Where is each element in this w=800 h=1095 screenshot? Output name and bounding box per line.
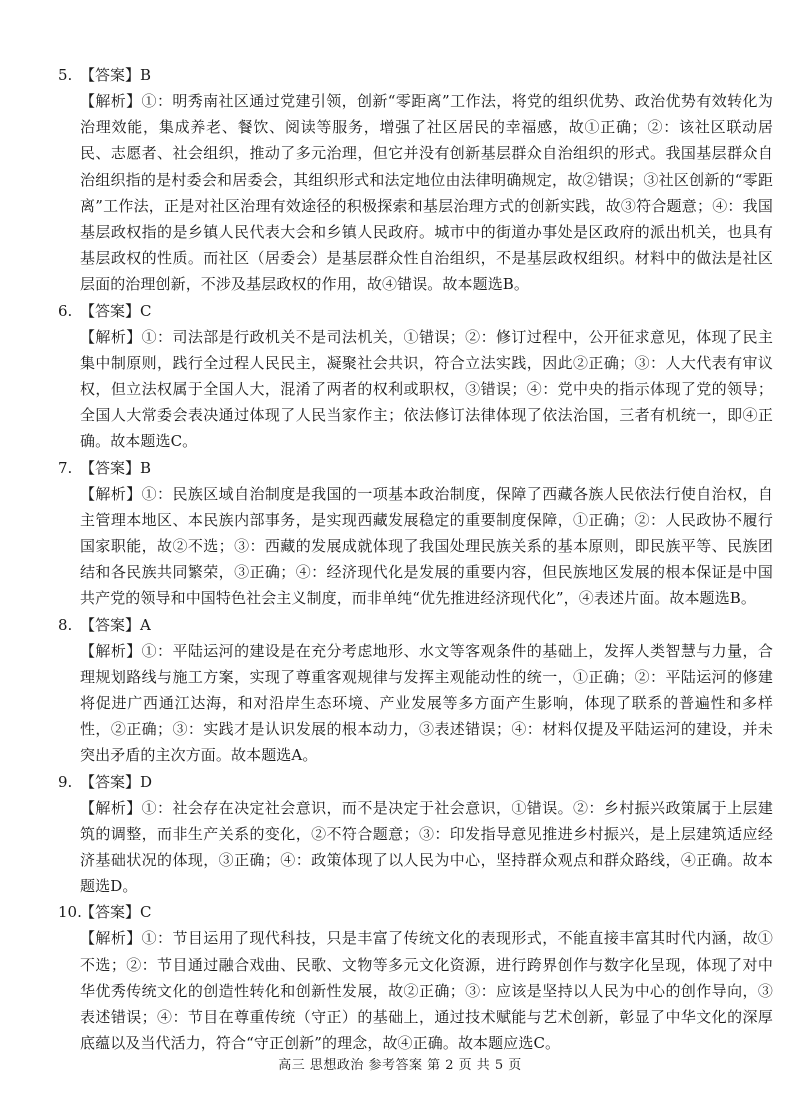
question-number: 6. [58,301,73,320]
answer-label: 【答案】C [80,301,152,320]
question-number: 9. [58,772,73,791]
analysis-text: 【解析】①：明秀南社区通过党建引领，创新“零距离”工作法，将党的组织优势、政治优势有效转化为治理效能，集成养老、餐饮、阅读等服务，增强了社区居民的幸福感，故①正确；②：该社区联动居民、志愿者、社会组织，推动了多元治理，但它并没有创新基层群众自治组织的形式。我国基层群众自治组织指的是村委会和居委会，其组织形式和法定地位由法律明确规定，故②错误；③社区创新的“零距离”工作法，正是对社区治理有效途径的积极探索和基层治理方式的创新实践，故③符合题意；④：我国基层政权指的是乡镇人民代表大会和乡镇人民政府。城市中的街道办事处是区政府的派出机关，也具有基层政权的性质。而社区（居委会）是基层群众性自治组织，不是基层政权组织。材料中的做法是社区层面的治理创新，不涉及基层政权的作用，故④错误。故本题选B。 [80,92,773,294]
question-number: 8. [58,615,73,634]
answer-item-7 [58,455,773,612]
answer-label: 【答案】C [80,903,152,922]
answer-item-6 [58,298,773,455]
answer-line [58,612,773,638]
analysis-text: 【解析】①：平陆运河的建设是在充分考虑地形、水文等客观条件的基础上，发挥人类智慧与力量，合理规划路线与施工方案，实现了尊重客观规律与发挥主观能动性的统一，①正确；②：平陆运河的修建将促进广西通江达海，和对沿岸生态环境、产业发展等多方面产生影响，体现了联系的普遍性和多样性，②正确；③：实践才是认识发展的根本动力，③表述错误；④：材料仅提及平陆运河的建设，并未突出矛盾的主次方面。故本题选A。 [80,641,773,765]
answer-label: 【答案】B [80,458,152,477]
analysis-text: 【解析】①：节目运用了现代科技，只是丰富了传统文化的表现形式，不能直接丰富其时代内涵，故①不选；②：节目通过融合戏曲、民歌、文物等多元文化资源，进行跨界创作与数字化呈现，体现了对中华优秀传统文化的创造性转化和创新性发展，故②正确；③：应该是坚持以人民为中心的创作导向，③表述错误；④：节目在尊重传统（守正）的基础上，通过技术赋能与艺术创新，彰显了中华文化的深厚底蕴以及当代活力，符合“守正创新”的理念，故④正确。故本题应选C。 [80,929,773,1053]
answer-item-5 [58,62,773,298]
answer-label: 【答案】B [80,66,152,84]
question-number: 5. [58,66,73,84]
answer-line [58,298,773,324]
analysis-text: 【解析】①：社会存在决定社会意识，而不是决定于社会意识，①错误。②：乡村振兴政策属于上层建筑的调整，而非生产关系的变化，②不符合题意；③：印发指导意见推进乡村振兴，是上层建筑适应经济基础状况的体现，③正确；④：政策体现了以人民为中心，坚持群众观点和群众路线，④正确。故本题选D。 [80,798,773,896]
question-number: 7. [58,458,73,477]
analysis-text: 【解析】①：司法部是行政机关不是司法机关，①错误；②：修订过程中，公开征求意见，体现了民主集中制原则，践行全过程人民民主，凝聚社会共识，符合立法实践，因此②正确；③：人大代表有审议权，但立法权属于全国人大，混淆了两者的权利或职权，③错误；④：党中央的指示体现了党的领导；全国人大常委会表决通过体现了人民当家作主；依法修订法律体现了依法治国，三者有机统一，即④正确。故本题选C。 [80,327,773,451]
answer-item-10 [58,899,773,1056]
answer-line [58,899,773,925]
answer-line [58,62,773,88]
answer-list [58,62,773,1057]
answer-item-9 [58,769,773,900]
page-footer: 高三 思想政治 参考答案 第 2 页 共 5 页 [278,1058,522,1073]
question-number: 10. [58,903,82,922]
answer-label: 【答案】A [80,615,151,634]
analysis-text: 【解析】①：民族区域自治制度是我国的一项基本政治制度，保障了西藏各族人民依法行使自治权，自主管理本地区、本民族内部事务，是实现西藏发展稳定的重要制度保障，①正确；②：人民政协不履行国家职能，故②不选；③：西藏的发展成就体现了我国处理民族关系的基本原则，即民族平等、民族团结和各民族共同繁荣，③正确；④：经济现代化是发展的重要内容，但民族地区发展的根本保证是中国共产党的领导和中国特色社会主义制度，而非单纯“优先推进经济现代化”，④表述片面。故本题选B。 [80,484,773,608]
answer-line [58,769,773,795]
answer-line [58,455,773,481]
answer-label: 【答案】D [80,772,153,791]
answer-item-8 [58,612,773,769]
